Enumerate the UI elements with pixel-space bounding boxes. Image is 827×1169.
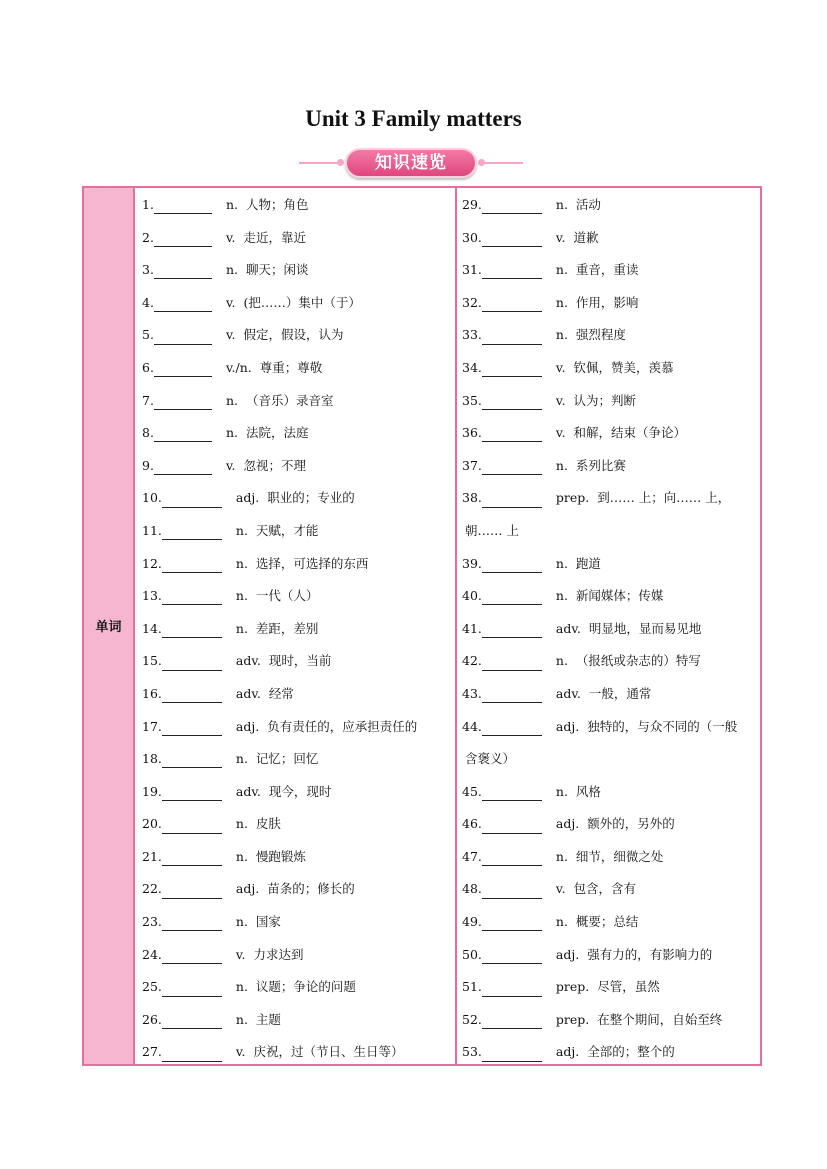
meaning: 议题；争论的问题 [255, 979, 356, 995]
answer-blank[interactable] [154, 457, 212, 475]
part-of-speech: v. [235, 946, 246, 962]
answer-blank[interactable] [162, 653, 222, 671]
item-number: 42. [462, 653, 482, 669]
vocab-item [462, 222, 760, 255]
vocab-item [462, 711, 760, 744]
item-number: 19. [142, 783, 162, 799]
answer-blank[interactable] [162, 946, 222, 964]
vocab-item [462, 548, 760, 581]
item-number: 30. [462, 229, 482, 245]
answer-blank[interactable] [482, 587, 542, 605]
answer-blank[interactable] [162, 1011, 222, 1029]
meaning: 尽管，虽然 [597, 979, 660, 995]
meaning: 选择，可选择的东西 [255, 555, 369, 571]
item-number: 13. [142, 588, 162, 604]
answer-blank[interactable] [482, 555, 542, 573]
answer-blank[interactable] [482, 490, 542, 508]
meaning: （音乐）录音室 [245, 392, 334, 408]
part-of-speech: v. [225, 294, 236, 310]
answer-blank[interactable] [482, 946, 542, 964]
meaning: 忽视；不理 [243, 457, 307, 473]
meaning: 现今，现时 [268, 783, 332, 799]
meaning: （报纸或杂志的）特写 [575, 653, 701, 669]
meaning: 额外的，另外的 [587, 816, 675, 832]
part-of-speech: v. [555, 392, 566, 408]
item-number: 2. [142, 229, 154, 245]
meaning: (把……）集中（于） [243, 294, 361, 310]
item-number: 49. [462, 914, 482, 930]
item-number: 25. [142, 979, 162, 995]
part-of-speech: n. [225, 392, 238, 408]
item-number: 40. [462, 588, 482, 604]
part-of-speech: n. [555, 327, 568, 343]
part-of-speech: n. [235, 588, 248, 604]
meaning: 跑道 [575, 555, 601, 571]
item-number: 46. [462, 816, 482, 832]
vocab-item [462, 189, 760, 222]
part-of-speech: prep. [555, 979, 590, 995]
part-of-speech: n. [555, 588, 568, 604]
part-of-speech: n. [235, 620, 248, 636]
answer-blank[interactable] [162, 750, 222, 768]
vocab-item [462, 613, 760, 646]
vocabulary-table [82, 186, 762, 1066]
answer-blank[interactable] [482, 1011, 542, 1029]
meaning: 聊天；闲谈 [245, 262, 309, 278]
answer-blank[interactable] [162, 1044, 222, 1062]
part-of-speech: n. [555, 783, 568, 799]
item-number: 37. [462, 457, 482, 473]
answer-blank[interactable] [162, 620, 222, 638]
answer-blank[interactable] [154, 424, 212, 442]
item-number: 18. [142, 751, 162, 767]
vocab-item [142, 189, 452, 222]
answer-blank[interactable] [162, 979, 222, 997]
vocab-item [142, 450, 452, 483]
vocab-item [462, 1004, 760, 1037]
vocab-item [462, 841, 760, 874]
part-of-speech: n. [555, 555, 568, 571]
part-of-speech: n. [555, 848, 568, 864]
part-of-speech: n. [555, 262, 568, 278]
item-number: 51. [462, 979, 482, 995]
part-of-speech: adv. [235, 783, 261, 799]
answer-blank[interactable] [482, 327, 542, 345]
meaning: 钦佩，赞美，羡慕 [573, 359, 674, 375]
meaning: 苗条的；修长的 [267, 881, 355, 897]
meaning: 强有力的，有影响力的 [587, 946, 713, 962]
meaning: 细节，细微之处 [575, 848, 664, 864]
item-number: 23. [142, 914, 162, 930]
part-of-speech: n. [235, 555, 248, 571]
meaning: 和解，结束（争论） [573, 425, 686, 441]
meaning: 尊重；尊敬 [259, 359, 323, 375]
answer-blank[interactable] [482, 881, 542, 899]
item-number: 21. [142, 848, 162, 864]
meaning: 包含，含有 [573, 881, 636, 897]
vocab-item [142, 776, 452, 809]
vocab-item [462, 254, 760, 287]
vocab-item [142, 1036, 452, 1069]
part-of-speech: n. [235, 848, 248, 864]
meaning: 新闻媒体；传媒 [575, 588, 664, 604]
left-word-list [142, 189, 452, 1069]
vocab-item [462, 971, 760, 1004]
part-of-speech: n. [555, 197, 568, 212]
vocab-item [142, 906, 452, 939]
answer-blank[interactable] [482, 848, 542, 866]
answer-blank[interactable] [482, 359, 542, 377]
item-number: 24. [142, 946, 162, 962]
meaning: 经常 [268, 685, 294, 701]
meaning: 现时，当前 [268, 653, 332, 669]
answer-blank[interactable] [162, 718, 222, 736]
answer-blank[interactable] [154, 359, 212, 377]
part-of-speech: adv. [235, 685, 261, 701]
part-of-speech: n. [555, 294, 568, 310]
item-number: 11. [142, 522, 162, 538]
vocab-item [142, 417, 452, 450]
item-number: 1. [142, 197, 154, 212]
section-label-column [84, 188, 135, 1064]
meaning: 法院，法庭 [245, 425, 309, 441]
part-of-speech: n. [225, 197, 238, 212]
vocab-item [462, 939, 760, 972]
item-number: 32. [462, 294, 482, 310]
item-number: 12. [142, 555, 162, 571]
item-number: 10. [142, 490, 162, 506]
part-of-speech: n. [235, 1011, 248, 1027]
part-of-speech: prep. [555, 1011, 590, 1027]
item-number: 48. [462, 881, 482, 897]
vocab-item [142, 548, 452, 581]
column-divider [455, 188, 457, 1064]
item-number: 34. [462, 359, 482, 375]
meaning: 作用，影响 [575, 294, 639, 310]
meaning: 风格 [575, 783, 601, 799]
part-of-speech: n. [235, 522, 248, 538]
answer-blank[interactable] [482, 261, 542, 279]
item-number: 6. [142, 359, 154, 375]
item-number: 27. [142, 1044, 162, 1060]
section-label: 单词 [95, 620, 122, 635]
meaning: 国家 [255, 914, 281, 930]
part-of-speech: v. [225, 457, 236, 473]
answer-blank[interactable] [482, 783, 542, 801]
part-of-speech: adv. [555, 620, 581, 636]
meaning: 认为；判断 [573, 392, 636, 408]
meaning: 系列比赛 [575, 457, 626, 473]
answer-blank[interactable] [482, 685, 542, 703]
item-number: 3. [142, 262, 154, 278]
meaning: 一般，通常 [588, 685, 652, 701]
item-number: 4. [142, 294, 154, 310]
vocab-item [142, 482, 452, 515]
part-of-speech: n. [555, 457, 568, 473]
item-number: 44. [462, 718, 482, 734]
banner-line-right [481, 162, 523, 164]
meaning: 负有责任的，应承担责任的 [267, 718, 418, 734]
part-of-speech: n. [235, 914, 248, 930]
vocab-item [142, 971, 452, 1004]
meaning: 活动 [575, 197, 601, 212]
part-of-speech: prep. [555, 490, 590, 506]
answer-blank[interactable] [162, 490, 222, 508]
vocab-item [142, 352, 452, 385]
part-of-speech: adj. [555, 816, 580, 832]
item-number: 38. [462, 490, 482, 506]
item-number: 26. [142, 1011, 162, 1027]
answer-blank[interactable] [154, 261, 212, 279]
answer-blank[interactable] [162, 555, 222, 573]
banner-label: 知识速览 [345, 148, 477, 178]
vocab-item [142, 580, 452, 613]
item-number: 52. [462, 1011, 482, 1027]
part-of-speech: n. [555, 653, 568, 669]
answer-blank[interactable] [162, 913, 222, 931]
meaning: 道歉 [573, 229, 599, 245]
item-number: 39. [462, 555, 482, 571]
meaning: 在整个期间，自始至终 [597, 1011, 723, 1027]
page-title: Unit 3 Family matters [305, 106, 522, 131]
item-number: 35. [462, 392, 482, 408]
vocab-item [462, 580, 760, 613]
item-number: 14. [142, 620, 162, 636]
meaning: 庆祝，过（节日、生日等） [253, 1044, 404, 1060]
answer-blank[interactable] [162, 848, 222, 866]
item-number: 47. [462, 848, 482, 864]
answer-blank[interactable] [154, 327, 212, 345]
vocab-item [462, 678, 760, 711]
vocab-item [142, 873, 452, 906]
item-number: 9. [142, 457, 154, 473]
part-of-speech: v. [555, 359, 566, 375]
vocab-item [462, 906, 760, 939]
vocab-item [142, 385, 452, 418]
answer-blank[interactable] [162, 587, 222, 605]
part-of-speech: n. [225, 425, 238, 441]
meaning: 差距，差别 [255, 620, 319, 636]
answer-blank[interactable] [482, 294, 542, 312]
part-of-speech: n. [235, 979, 248, 995]
meaning: 重音，重读 [575, 262, 639, 278]
part-of-speech: adj. [235, 490, 260, 506]
answer-blank[interactable] [154, 392, 212, 410]
vocab-item [142, 743, 452, 776]
answer-blank[interactable] [482, 196, 542, 214]
section-banner [297, 147, 525, 181]
vocab-item [462, 319, 760, 352]
meaning: 天赋，才能 [255, 522, 319, 538]
meaning: 慢跑锻炼 [255, 848, 306, 864]
meaning: 职业的；专业的 [267, 490, 355, 506]
part-of-speech: v./n. [225, 359, 252, 375]
answer-blank[interactable] [162, 816, 222, 834]
meaning: 概要；总结 [575, 914, 639, 930]
answer-blank[interactable] [154, 294, 212, 312]
answer-blank[interactable] [482, 653, 542, 671]
vocab-item [142, 613, 452, 646]
item-number: 17. [142, 718, 162, 734]
item-number: 45. [462, 783, 482, 799]
part-of-speech: adj. [235, 718, 260, 734]
part-of-speech: v. [225, 229, 236, 245]
item-number: 22. [142, 881, 162, 897]
right-word-list [462, 189, 760, 1069]
item-number: 43. [462, 685, 482, 701]
meaning: 力求达到 [253, 946, 304, 962]
item-number: 15. [142, 653, 162, 669]
part-of-speech: adv. [235, 653, 261, 669]
answer-blank[interactable] [162, 685, 222, 703]
meaning: 一代（人） [255, 588, 319, 604]
vocab-item [462, 482, 760, 515]
vocab-item [142, 678, 452, 711]
meaning-continuation: 含褒义） [465, 751, 516, 767]
banner-line-left [299, 162, 341, 164]
answer-blank[interactable] [162, 881, 222, 899]
answer-blank[interactable] [482, 913, 542, 931]
item-number: 8. [142, 425, 154, 441]
vocab-item [142, 645, 452, 678]
item-number: 50. [462, 946, 482, 962]
answer-blank[interactable] [482, 1044, 542, 1062]
part-of-speech: adv. [555, 685, 581, 701]
item-number: 20. [142, 816, 162, 832]
part-of-speech: n. [555, 914, 568, 930]
part-of-speech: v. [555, 881, 566, 897]
vocab-item [462, 873, 760, 906]
part-of-speech: v. [225, 327, 236, 343]
meaning-continuation: 朝…… 上 [465, 522, 519, 538]
item-number: 16. [142, 685, 162, 701]
vocab-item [142, 808, 452, 841]
item-number: 33. [462, 327, 482, 343]
answer-blank[interactable] [154, 196, 212, 214]
item-number: 41. [462, 620, 482, 636]
vocab-item [142, 1004, 452, 1037]
vocab-item [462, 385, 760, 418]
meaning: 明显地，显而易见地 [588, 620, 702, 636]
meaning: 皮肤 [255, 816, 281, 832]
vocab-item [142, 841, 452, 874]
part-of-speech: adj. [555, 1044, 580, 1060]
answer-blank[interactable] [162, 783, 222, 801]
answer-blank[interactable] [482, 424, 542, 442]
vocab-item [462, 645, 760, 678]
answer-blank[interactable] [154, 229, 212, 247]
meaning: 主题 [255, 1011, 281, 1027]
answer-blank[interactable] [162, 522, 222, 540]
answer-blank[interactable] [482, 979, 542, 997]
meaning: 到…… 上；向…… 上， [597, 490, 731, 506]
part-of-speech: n. [235, 751, 248, 767]
item-number: 7. [142, 392, 154, 408]
answer-blank[interactable] [482, 620, 542, 638]
answer-blank[interactable] [482, 392, 542, 410]
vocab-item [142, 515, 452, 548]
answer-blank[interactable] [482, 718, 542, 736]
vocab-item [462, 352, 760, 385]
part-of-speech: v. [235, 1044, 246, 1060]
vocab-item [142, 939, 452, 972]
meaning: 独特的，与众不同的（一般 [587, 718, 738, 734]
vocab-item [462, 417, 760, 450]
part-of-speech: v. [555, 229, 566, 245]
vocab-item [462, 776, 760, 809]
meaning: 走近，靠近 [243, 229, 307, 245]
vocab-item [142, 319, 452, 352]
answer-blank[interactable] [482, 816, 542, 834]
part-of-speech: adj. [235, 881, 260, 897]
vocab-item [142, 222, 452, 255]
vocab-item [462, 450, 760, 483]
banner-dot-left [337, 159, 344, 166]
part-of-speech: n. [235, 816, 248, 832]
part-of-speech: adj. [555, 946, 580, 962]
vocab-item [462, 808, 760, 841]
vocab-item [142, 287, 452, 320]
vocab-item [142, 254, 452, 287]
meaning: 假定，假设，认为 [243, 327, 344, 343]
item-number: 53. [462, 1044, 482, 1060]
part-of-speech: v. [555, 425, 566, 441]
part-of-speech: adj. [555, 718, 580, 734]
vocab-item [142, 711, 452, 744]
part-of-speech: n. [225, 262, 238, 278]
meaning: 人物；角色 [245, 197, 309, 212]
meaning: 强烈程度 [575, 327, 626, 343]
item-number: 5. [142, 327, 154, 343]
meaning: 记忆；回忆 [255, 751, 319, 767]
item-number: 31. [462, 262, 482, 278]
item-number: 36. [462, 425, 482, 441]
vocab-item [462, 287, 760, 320]
vocab-item [462, 1036, 760, 1069]
meaning: 全部的；整个的 [587, 1044, 675, 1060]
item-number: 29. [462, 197, 482, 212]
answer-blank[interactable] [482, 457, 542, 475]
answer-blank[interactable] [482, 229, 542, 247]
